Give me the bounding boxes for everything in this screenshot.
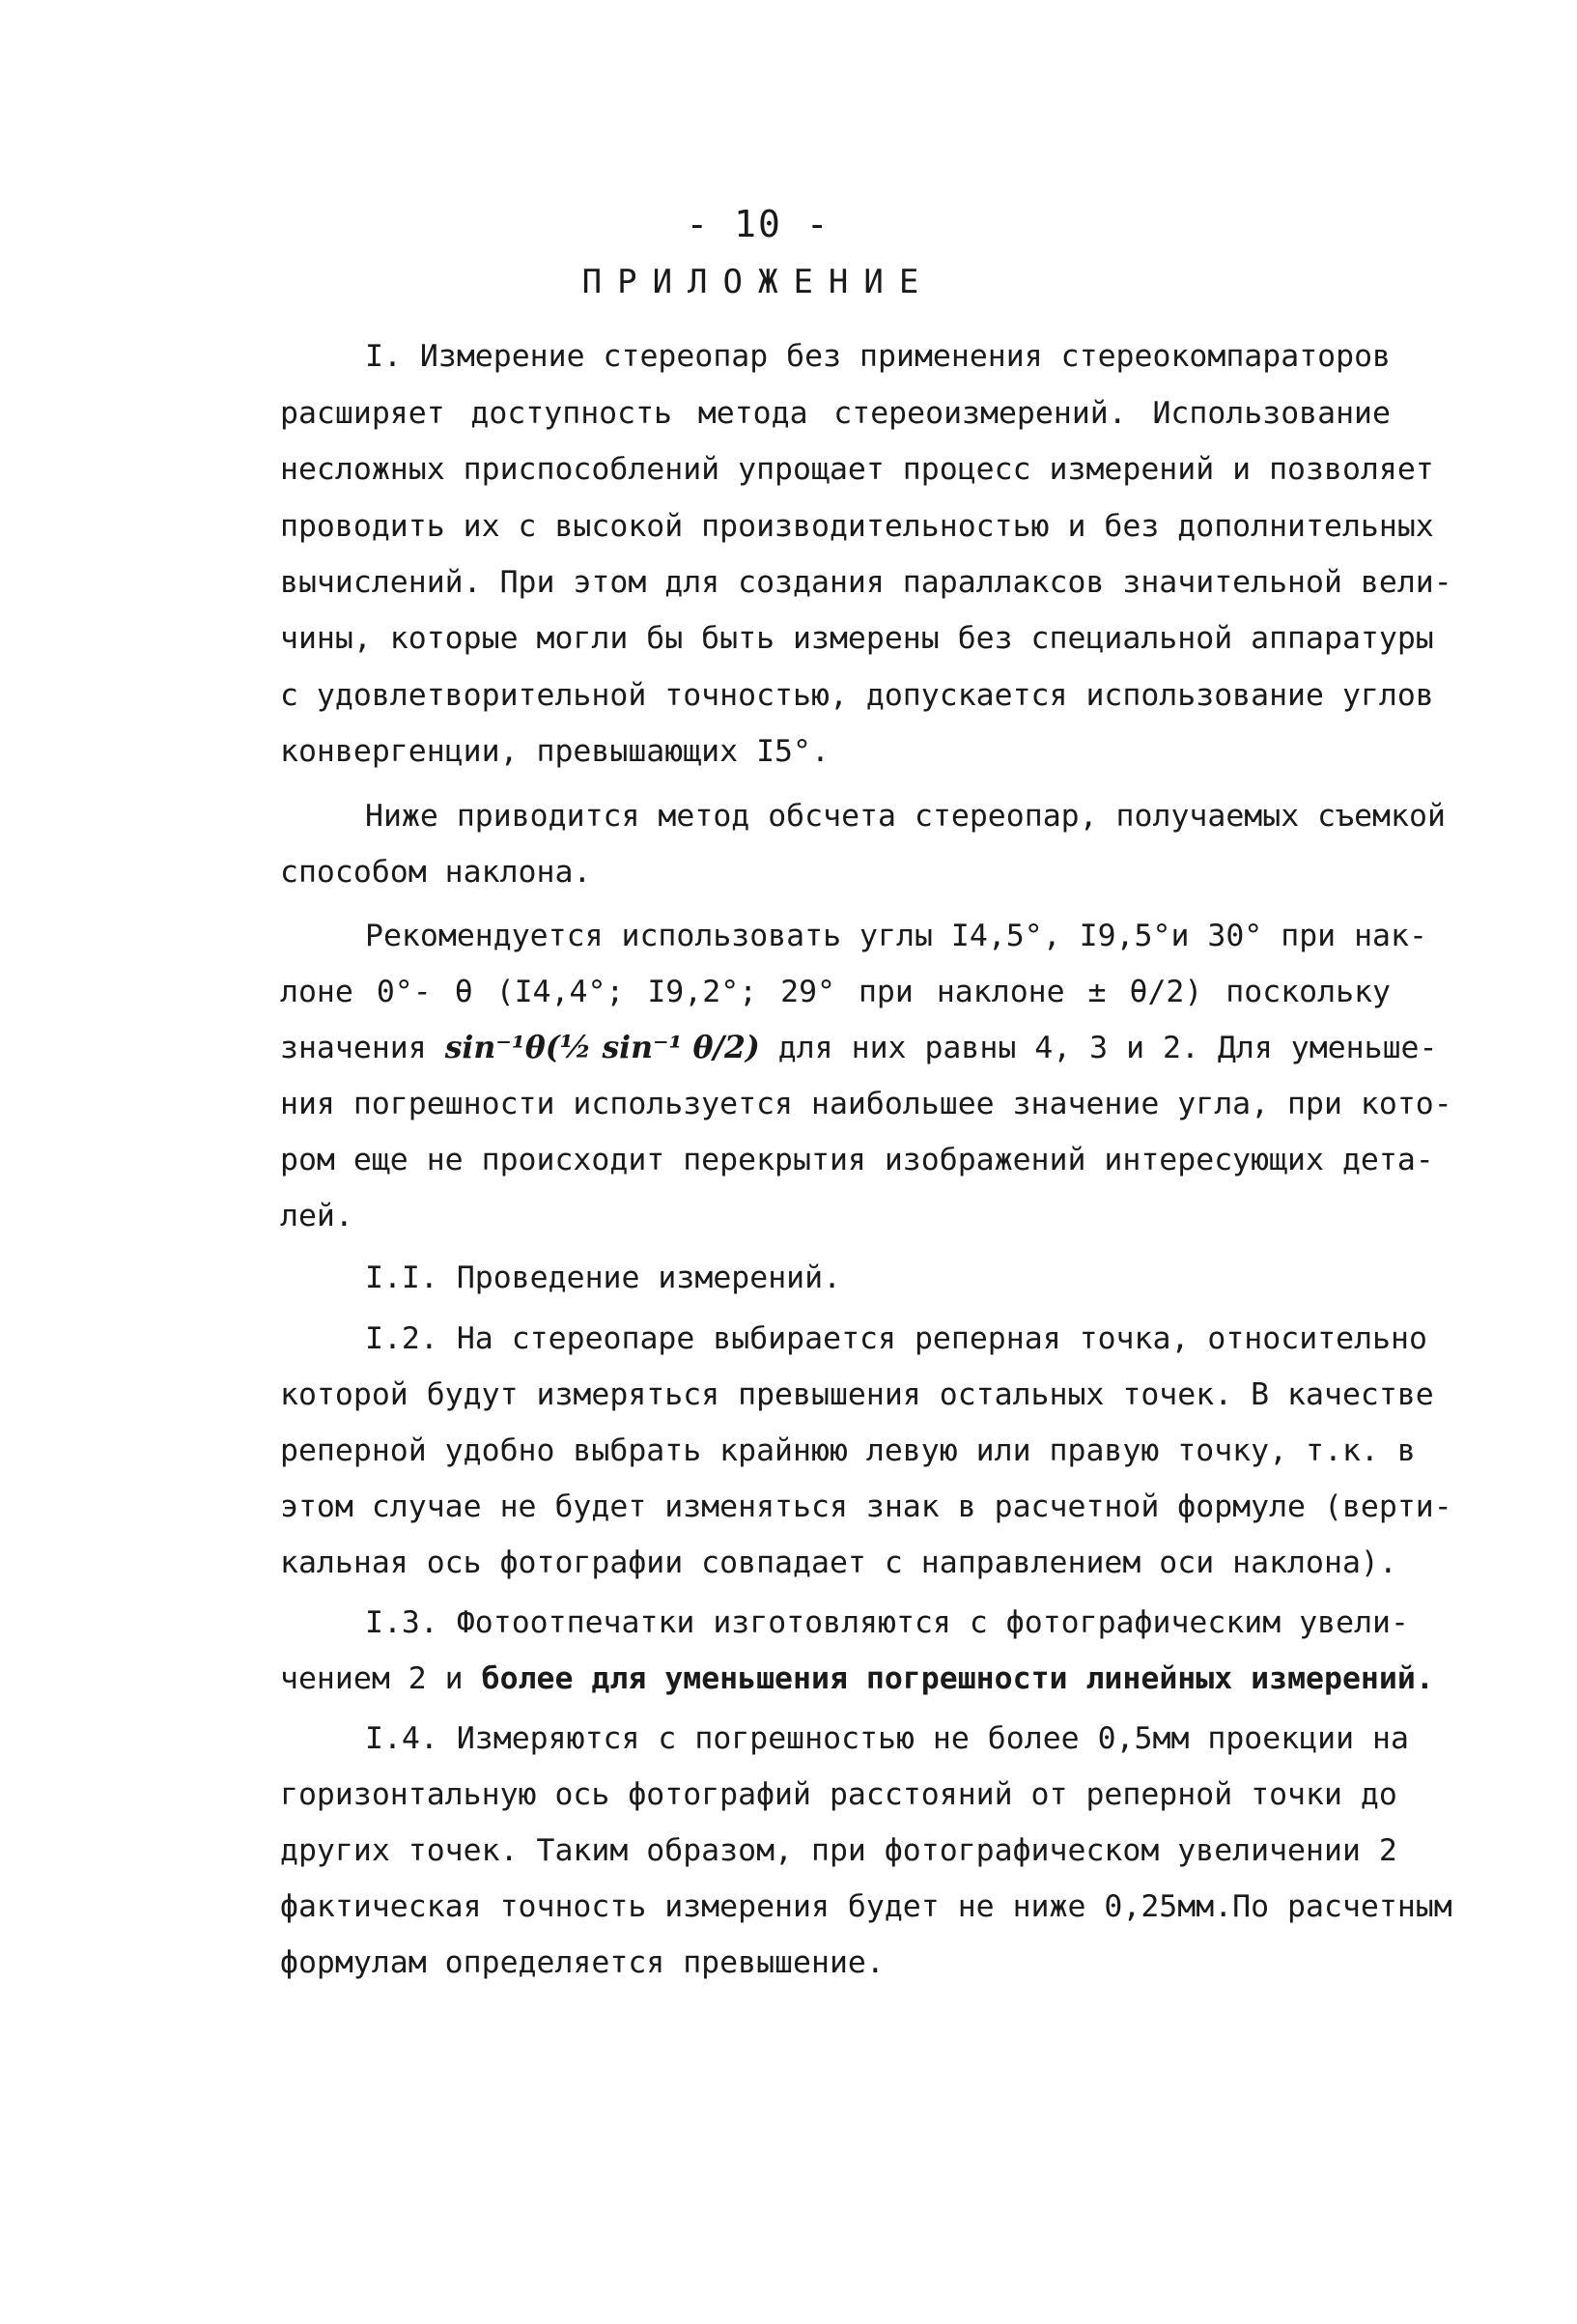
section-1-4-line-3: других точек. Таким образом, при фотографическом увеличении 2 — [280, 1833, 1397, 1868]
section-1-2-line-5: кальная ось фотографии совпадает с направлением оси наклона). — [280, 1545, 1397, 1580]
section-heading: ПРИЛОЖЕНИЕ — [581, 263, 935, 301]
paragraph-3-line-2: лоне 0°- θ (I4,4°; I9,2°; 29° при наклоне ± θ/2) поскольку — [280, 975, 1391, 1009]
paragraph-1-line-5: вычислений. При этом для создания параллаксов значительной вели- — [280, 565, 1452, 600]
section-1-2-line-2: которой будут измеряться превышения остальных точек. В качестве — [280, 1377, 1434, 1412]
paragraph-2-line-1: Ниже приводится метод обсчета стереопар, получаемых съемкой — [365, 799, 1446, 834]
paragraph-3-line-6: лей. — [280, 1199, 353, 1233]
paragraph-3-line-3 — [280, 1026, 1438, 1070]
section-1-3-line-2-bold: более для уменьшения погрешности линейных измерений. — [481, 1661, 1434, 1696]
section-1-2-line-4: этом случае не будет изменяться знак в расчетной формуле (верти- — [280, 1489, 1452, 1524]
section-1-4-line-4: фактическая точность измерения будет не ниже 0,25мм.По расчетным — [280, 1889, 1452, 1924]
section-1-3-line-2 — [280, 1657, 1434, 1701]
paragraph-1-line-6: чины, которые могли бы быть измерены без специальной аппаратуры — [280, 621, 1434, 656]
formula: sin⁻¹θ(½ sin⁻¹ θ/2) — [444, 1030, 760, 1065]
section-1-4-line-2: горизонтальную ось фотографий расстояний от реперной точки до — [280, 1777, 1397, 1812]
section-1-3-line-1: I.3. Фотоотпечатки изготовляются с фотографическим увели- — [365, 1605, 1409, 1640]
paragraph-3-line-4: ния погрешности используется наибольшее значение угла, при кото- — [280, 1087, 1452, 1121]
paragraph-1-line-8: конвергенции, превышающих I5°. — [280, 734, 830, 769]
section-1-1-title: I.I. Проведение измерений. — [365, 1261, 842, 1295]
page-number: - 10 - — [686, 203, 831, 245]
section-1-2-line-3: реперной удобно выбрать крайнюю левую или правую точку, т.к. в — [280, 1433, 1416, 1468]
paragraph-2-line-2: способом наклона. — [280, 855, 592, 890]
paragraph-3-line-1: Рекомендуется использовать углы I4,5°, I9,5°и 30° при нак- — [365, 919, 1427, 953]
section-1-4-line-1: I.4. Измеряются с погрешностью не более 0,5мм проекции на — [365, 1721, 1409, 1756]
formula-prefix: значения — [280, 1031, 427, 1065]
section-1-2-line-1: I.2. На стереопаре выбирается реперная точка, относительно — [365, 1321, 1427, 1356]
paragraph-1-line-2: расширяет доступность метода стереоизмерений. Использование — [280, 396, 1391, 431]
section-1-4-line-5: формулам определяется превышение. — [280, 1945, 885, 1980]
formula-suffix: для них равны 4, 3 и 2. Для уменьше- — [777, 1031, 1438, 1065]
section-1-3-line-2-start: чением 2 и — [280, 1661, 464, 1696]
paragraph-1-line-4: проводить их с высокой производительностью и без дополнительных — [280, 509, 1434, 544]
paragraph-1-line-1: I. Измерение стереопар без применения стереокомпараторов — [365, 339, 1392, 374]
paragraph-1-line-7: с удовлетворительной точностью, допускается использование углов — [280, 678, 1434, 713]
paragraph-3-line-5: ром еще не происходит перекрытия изображений интересующих дета- — [280, 1143, 1434, 1177]
paragraph-1-line-3: несложных приспособлений упрощает процесс измерений и позволяет — [280, 452, 1434, 487]
